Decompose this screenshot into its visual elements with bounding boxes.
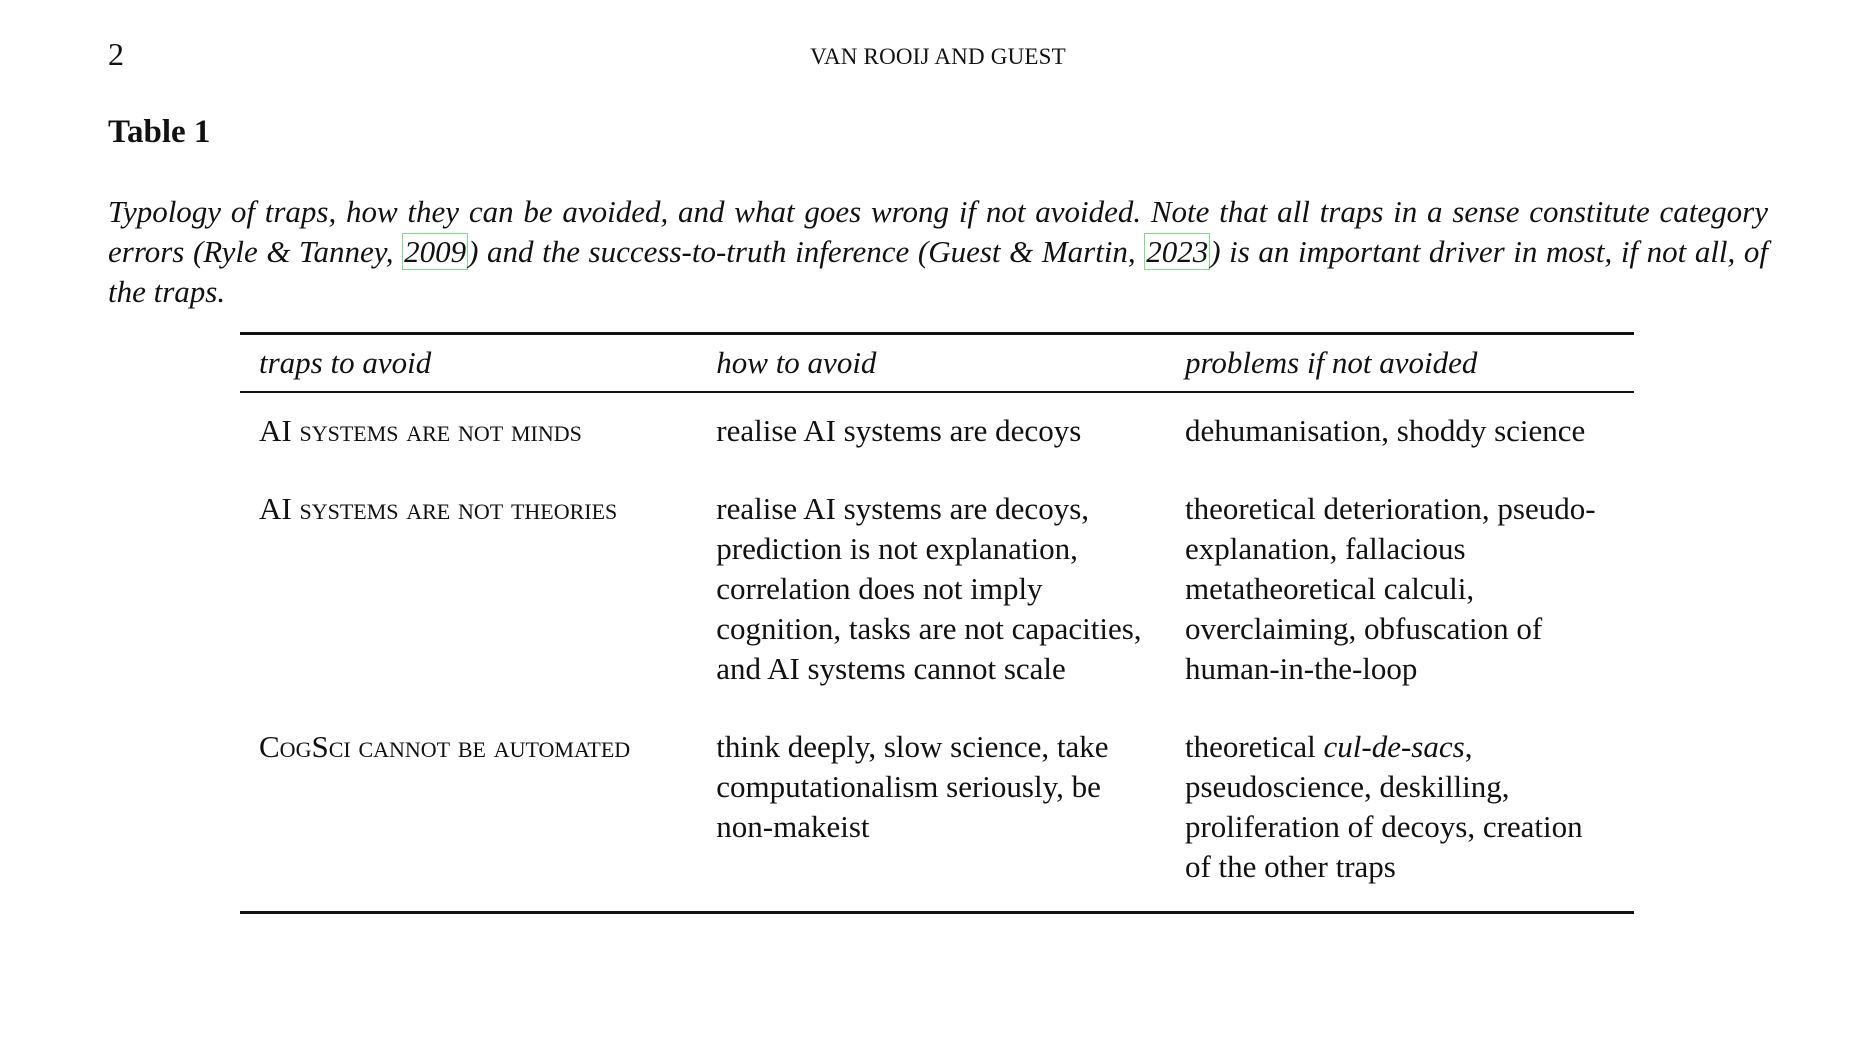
trap-cell: CogSci cannot be automated — [259, 729, 631, 764]
trap-cell: AI systems are not theories — [259, 491, 618, 526]
table-header — [240, 334, 1634, 393]
problems-cell — [1166, 392, 1634, 489]
header-row — [240, 334, 1634, 393]
table-row — [240, 392, 1634, 489]
citation-link-guest-martin[interactable]: 2023 — [1146, 234, 1209, 269]
problems-cell — [1166, 489, 1634, 727]
column-header-how: how to avoid — [716, 345, 877, 380]
traps-table — [240, 332, 1634, 914]
problems-italic: cul-de-sacs — [1323, 729, 1465, 764]
citation-link-ryle-tanney[interactable]: 2009 — [404, 234, 467, 269]
column-header-traps: traps to avoid — [259, 345, 432, 380]
column-header-problems: problems if not avoided — [1184, 345, 1478, 380]
running-head: VAN ROOIJ AND GUEST — [810, 44, 1066, 69]
problems-prefix: theoretical — [1184, 729, 1324, 764]
table-body — [240, 392, 1634, 913]
problems-text: , pseudoscience, deskilling, proliferation of decoys, creation of the other traps — [1184, 729, 1583, 884]
problems-cell — [1166, 727, 1634, 913]
table-label: Table 1 — [108, 114, 211, 150]
how-cell: realise AI systems are decoys — [716, 413, 1082, 448]
page-number: 2 — [108, 36, 124, 72]
caption-text-2: ) and the success-to-truth inference (Guest & Martin, — [468, 234, 1145, 269]
how-cell: realise AI systems are decoys, prediction is not explanation, correlation does not imply cognition, tasks are not capacities, and AI systems cannot scale — [716, 491, 1142, 686]
trap-cell: AI systems are not minds — [259, 413, 582, 448]
how-cell: think deeply, slow science, take computationalism seriously, be non-makeist — [716, 729, 1109, 844]
problems-text: theoretical deterioration, pseudo-explanation, fallacious metatheoretical calculi, overclaiming, obfuscation of human-in-the-loop — [1184, 491, 1596, 686]
problems-text: dehumanisation, shoddy science — [1184, 413, 1586, 448]
table-row — [240, 727, 1634, 913]
table-row — [240, 489, 1634, 727]
table-caption — [108, 192, 1768, 312]
caption-text-3: ) is an important driver in most, if not all, of the traps. — [108, 234, 1768, 309]
caption-text-1: Typology of traps, how they can be avoided, and what goes wrong if not avoided. Note that all traps in a sense constitute category errors (Ryle & Tanney, — [108, 194, 1768, 269]
